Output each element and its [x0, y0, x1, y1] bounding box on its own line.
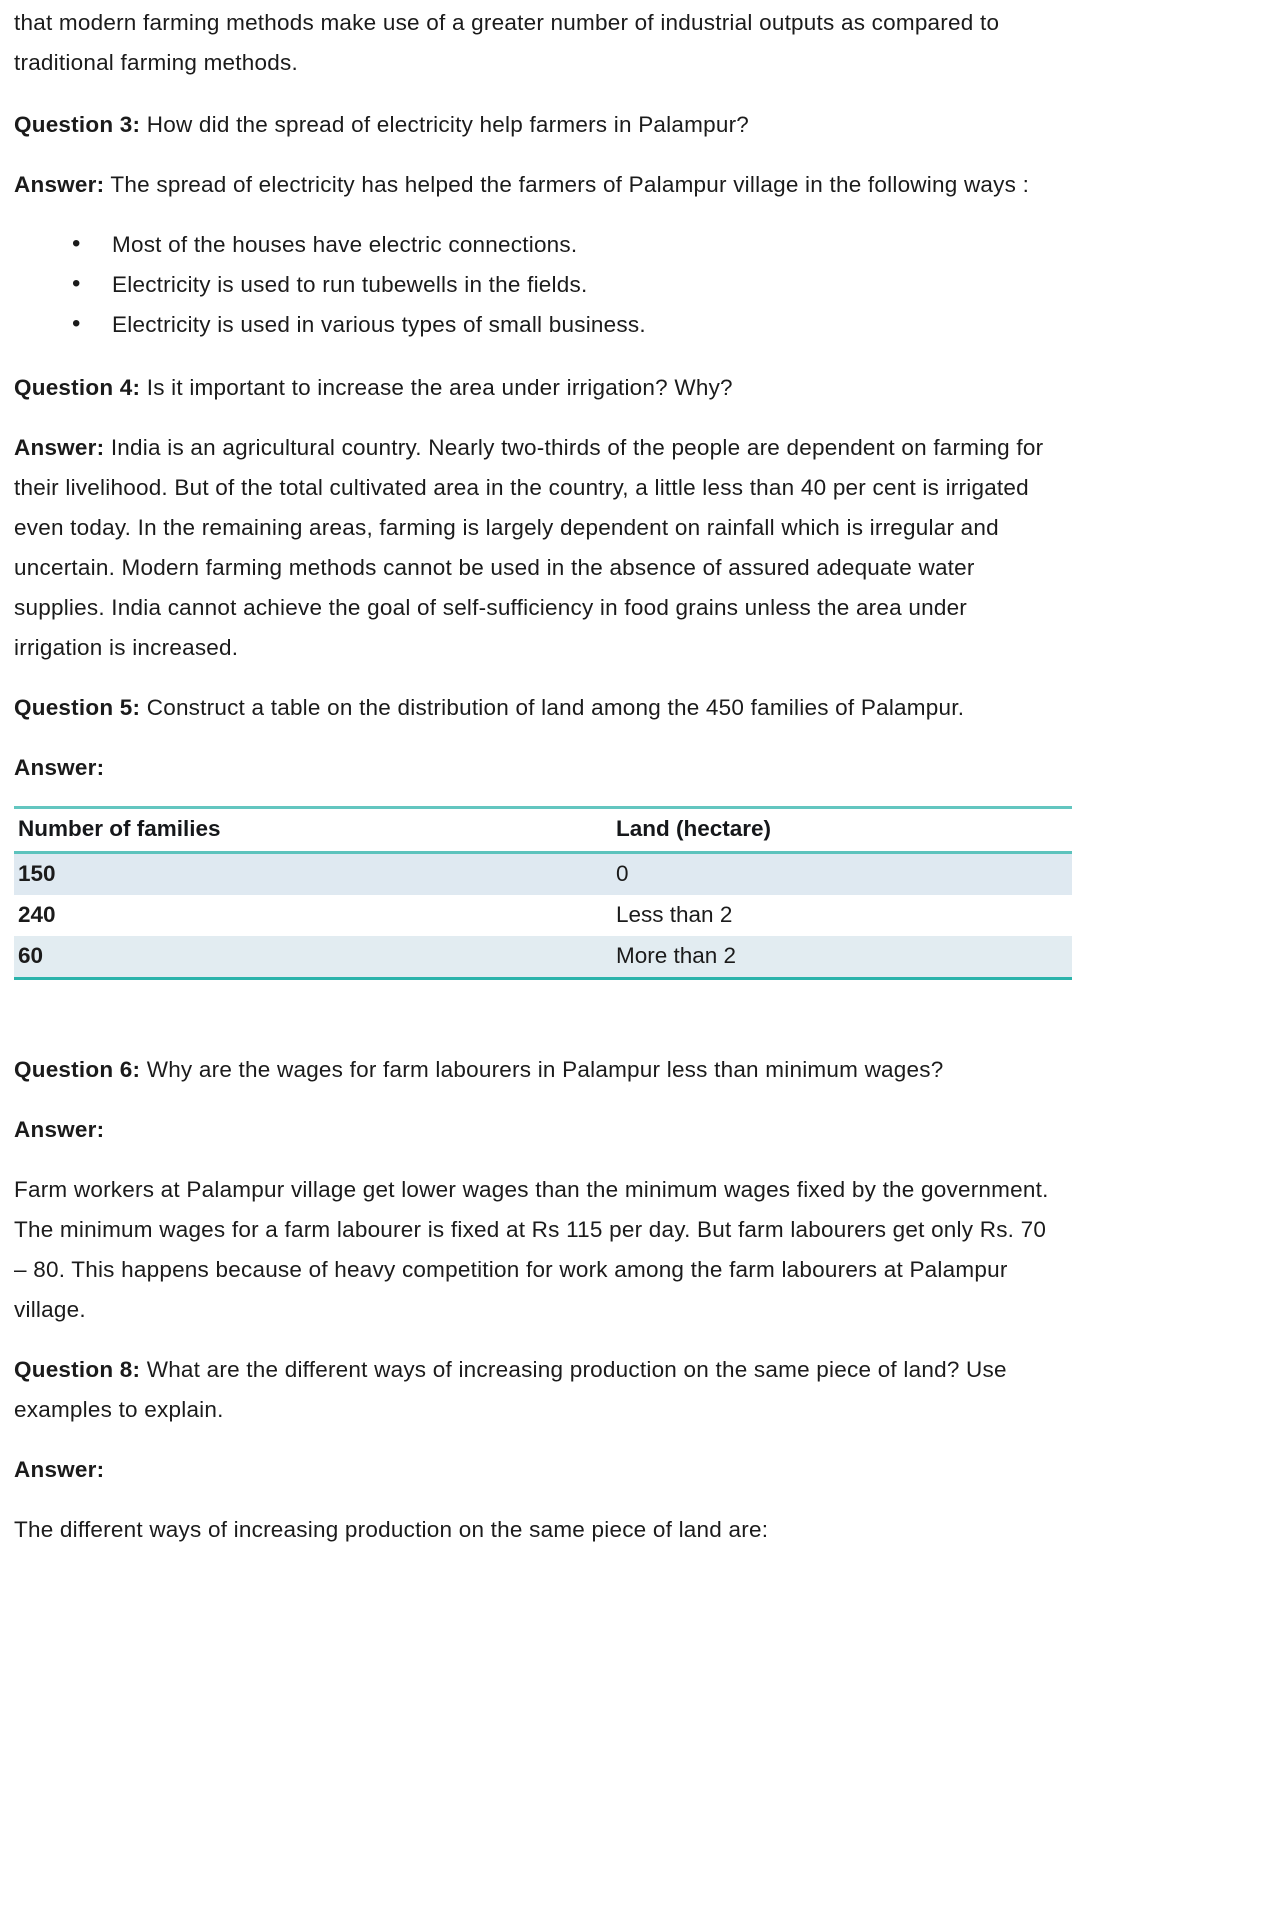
answer-5-block	[14, 748, 1054, 788]
answer-6-label: Answer:	[14, 1117, 105, 1142]
cell-families: 240	[18, 902, 56, 927]
answer-3-block	[14, 165, 1054, 205]
answer-5-label: Answer:	[14, 755, 105, 780]
question-8-label: Question 8:	[14, 1357, 141, 1382]
question-4-text: Is it important to increase the area under irrigation? Why?	[140, 375, 733, 400]
table-row	[14, 936, 1072, 979]
answer-4-block	[14, 428, 1054, 668]
question-8-block	[14, 1350, 1054, 1430]
cell-families: 60	[18, 943, 44, 968]
intro-paragraph: that modern farming methods make use of a greater number of industrial outputs as compared to traditional farming methods.	[14, 10, 1000, 75]
answer-6-label-block	[14, 1110, 1054, 1150]
list-item: • Electricity is used in various types of small business.	[72, 305, 1270, 344]
question-6-block	[14, 1050, 1054, 1090]
question-3-block	[14, 105, 1054, 145]
column-header-land: Land (hectare)	[612, 808, 1072, 853]
answer-3-bullet-list	[14, 225, 1270, 344]
question-4-label: Question 4:	[14, 375, 141, 400]
table-row	[14, 853, 1072, 896]
answer-8-body: The different ways of increasing production on the same piece of land are:	[14, 1517, 769, 1542]
question-6-label: Question 6:	[14, 1057, 141, 1082]
question-8-text: What are the different ways of increasing production on the same piece of land? Use examples to explain.	[14, 1357, 1007, 1422]
land-distribution-table-wrapper	[14, 806, 1270, 980]
answer-4-text: India is an agricultural country. Nearly two-thirds of the people are dependent on farming for their livelihood. But of the total cultivated area in the country, a little less than 40 per cent is irrigated even today. In the remaining areas, farming is largely dependent on rainfall which is irregular and uncertain. Modern farming methods cannot be used in the absence of assured adequate water supplies. India cannot achieve the goal of self-sufficiency in food grains unless the area under irrigation is increased.	[14, 435, 1044, 660]
cell-families: 150	[18, 861, 56, 886]
answer-8-label: Answer:	[14, 1457, 105, 1482]
question-4-block	[14, 368, 1054, 408]
answer-8-label-block	[14, 1450, 1054, 1490]
answer-3-label: Answer:	[14, 172, 105, 197]
table-row	[14, 895, 1072, 936]
answer-4-label: Answer:	[14, 435, 105, 460]
question-5-label: Question 5:	[14, 695, 141, 720]
question-6-text: Why are the wages for farm labourers in Palampur less than minimum wages?	[140, 1057, 944, 1082]
list-item: • Electricity is used to run tubewells in the fields.	[72, 265, 1270, 304]
table-header-row	[14, 808, 1072, 853]
section-spacer	[14, 1006, 1270, 1050]
list-item: • Most of the houses have electric connections.	[72, 225, 1270, 264]
question-5-block	[14, 688, 1054, 728]
land-distribution-table	[14, 806, 1072, 980]
question-5-text: Construct a table on the distribution of land among the 450 families of Palampur.	[140, 695, 965, 720]
question-3-label: Question 3:	[14, 112, 141, 137]
question-3-text: How did the spread of electricity help farmers in Palampur?	[140, 112, 750, 137]
answer-3-text: The spread of electricity has helped the farmers of Palampur village in the following ways :	[104, 172, 1030, 197]
answer-6-body: Farm workers at Palampur village get lower wages than the minimum wages fixed by the government. The minimum wages for a farm labourer is fixed at Rs 115 per day. But farm labourers get only Rs. 70 – 80. This happens because of heavy competition for work among the farm labourers at Palampur village.	[14, 1177, 1049, 1322]
cell-land: More than 2	[616, 943, 737, 968]
cell-land: 0	[616, 861, 629, 886]
column-header-families: Number of families	[14, 808, 612, 853]
cell-land: Less than 2	[616, 902, 733, 927]
